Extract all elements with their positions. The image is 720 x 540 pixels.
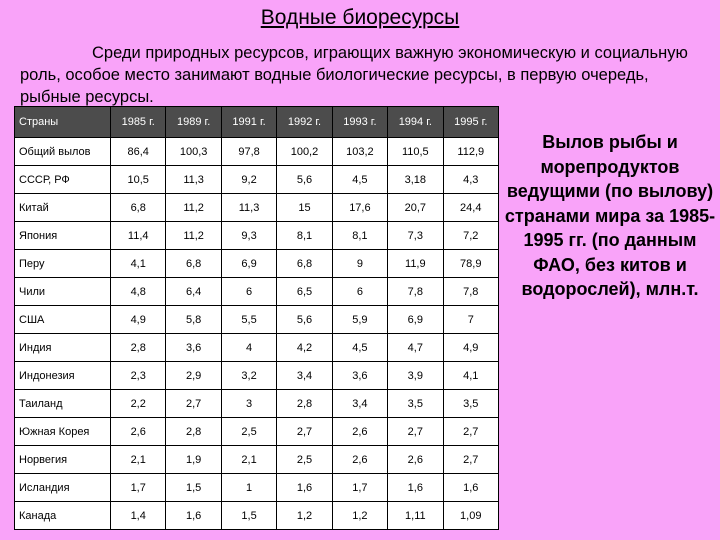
table-row — [15, 502, 499, 530]
value-cell: 3,18 — [388, 166, 443, 194]
country-cell: Южная Корея — [15, 418, 111, 446]
value-cell: 5,9 — [332, 306, 387, 334]
value-cell: 3 — [221, 390, 276, 418]
value-cell: 1,6 — [443, 474, 498, 502]
value-cell: 20,7 — [388, 194, 443, 222]
table-row — [15, 474, 499, 502]
value-cell: 2,6 — [332, 418, 387, 446]
value-cell: 110,5 — [388, 138, 443, 166]
intro-paragraph — [20, 42, 710, 108]
table-row — [15, 306, 499, 334]
value-cell: 1,6 — [277, 474, 332, 502]
value-cell: 5,6 — [277, 166, 332, 194]
value-cell: 2,8 — [111, 334, 166, 362]
value-cell: 2,6 — [111, 418, 166, 446]
value-cell: 11,2 — [166, 194, 221, 222]
value-cell: 97,8 — [221, 138, 276, 166]
value-cell: 2,6 — [388, 446, 443, 474]
value-cell: 2,3 — [111, 362, 166, 390]
value-cell: 112,9 — [443, 138, 498, 166]
value-cell: 4,2 — [277, 334, 332, 362]
table-caption: Вылов рыбы и морепродуктов ведущими (по вылову) странами мира за 1985-1995 гг. (по данным ФАО, без китов и водорослей), млн.т. — [504, 132, 716, 299]
value-cell: 1,6 — [388, 474, 443, 502]
country-cell: США — [15, 306, 111, 334]
header-cell-1995: 1995 г. — [443, 107, 498, 138]
header-cell-1991: 1991 г. — [221, 107, 276, 138]
value-cell: 3,6 — [332, 362, 387, 390]
table-row — [15, 166, 499, 194]
country-cell: Перу — [15, 250, 111, 278]
value-cell: 17,6 — [332, 194, 387, 222]
country-cell: Исландия — [15, 474, 111, 502]
table-row — [15, 334, 499, 362]
value-cell: 5,5 — [221, 306, 276, 334]
value-cell: 2,1 — [111, 446, 166, 474]
value-cell: 1,6 — [166, 502, 221, 530]
header-cell-1985: 1985 г. — [111, 107, 166, 138]
value-cell: 7,8 — [388, 278, 443, 306]
value-cell: 3,5 — [388, 390, 443, 418]
value-cell: 6,4 — [166, 278, 221, 306]
country-cell: Индонезия — [15, 362, 111, 390]
header-cell-1992: 1992 г. — [277, 107, 332, 138]
value-cell: 9,3 — [221, 222, 276, 250]
value-cell: 1,4 — [111, 502, 166, 530]
value-cell: 9,2 — [221, 166, 276, 194]
table-row — [15, 418, 499, 446]
header-cell-1994: 1994 г. — [388, 107, 443, 138]
country-cell: Канада — [15, 502, 111, 530]
fish-catch-table — [14, 106, 499, 530]
country-cell: Норвегия — [15, 446, 111, 474]
value-cell: 15 — [277, 194, 332, 222]
value-cell: 6,5 — [277, 278, 332, 306]
table-row — [15, 194, 499, 222]
value-cell: 1,5 — [221, 502, 276, 530]
value-cell: 10,5 — [111, 166, 166, 194]
table-header-row — [15, 107, 499, 138]
value-cell: 2,7 — [443, 446, 498, 474]
value-cell: 7,8 — [443, 278, 498, 306]
value-cell: 3,4 — [332, 390, 387, 418]
table-row — [15, 390, 499, 418]
value-cell: 1,5 — [166, 474, 221, 502]
value-cell: 4,8 — [111, 278, 166, 306]
value-cell: 7,2 — [443, 222, 498, 250]
value-cell: 2,6 — [332, 446, 387, 474]
value-cell: 11,2 — [166, 222, 221, 250]
value-cell: 6,9 — [221, 250, 276, 278]
table-row — [15, 250, 499, 278]
value-cell: 2,1 — [221, 446, 276, 474]
value-cell: 2,7 — [443, 418, 498, 446]
value-cell: 4 — [221, 334, 276, 362]
country-cell: Индия — [15, 334, 111, 362]
value-cell: 4,5 — [332, 166, 387, 194]
value-cell: 2,9 — [166, 362, 221, 390]
value-cell: 3,6 — [166, 334, 221, 362]
intro-text: Среди природных ресурсов, играющих важную экономическую и социальную роль, особое место занимают водные биологические ресурсы, в первую очередь, рыбные ресурсы. — [20, 44, 688, 106]
value-cell: 6,8 — [277, 250, 332, 278]
value-cell: 11,3 — [166, 166, 221, 194]
country-cell: Общий вылов — [15, 138, 111, 166]
value-cell: 4,9 — [443, 334, 498, 362]
table-row — [15, 278, 499, 306]
header-cell-1989: 1989 г. — [166, 107, 221, 138]
value-cell: 1,7 — [111, 474, 166, 502]
table-row — [15, 138, 499, 166]
country-cell: Таиланд — [15, 390, 111, 418]
value-cell: 2,7 — [388, 418, 443, 446]
table-row — [15, 362, 499, 390]
header-cell-1993: 1993 г. — [332, 107, 387, 138]
value-cell: 1,9 — [166, 446, 221, 474]
value-cell: 4,1 — [111, 250, 166, 278]
table-row — [15, 222, 499, 250]
value-cell: 3,5 — [443, 390, 498, 418]
value-cell: 103,2 — [332, 138, 387, 166]
value-cell: 2,2 — [111, 390, 166, 418]
value-cell: 6,8 — [166, 250, 221, 278]
value-cell: 5,8 — [166, 306, 221, 334]
country-cell: Чили — [15, 278, 111, 306]
value-cell: 24,4 — [443, 194, 498, 222]
value-cell: 1,2 — [332, 502, 387, 530]
value-cell: 7,3 — [388, 222, 443, 250]
country-cell: Япония — [15, 222, 111, 250]
value-cell: 3,4 — [277, 362, 332, 390]
value-cell: 7 — [443, 306, 498, 334]
table-row — [15, 446, 499, 474]
value-cell: 4,5 — [332, 334, 387, 362]
value-cell: 9 — [332, 250, 387, 278]
value-cell: 1,7 — [332, 474, 387, 502]
value-cell: 1,09 — [443, 502, 498, 530]
value-cell: 5,6 — [277, 306, 332, 334]
value-cell: 2,7 — [277, 418, 332, 446]
value-cell: 2,8 — [166, 418, 221, 446]
value-cell: 4,9 — [111, 306, 166, 334]
value-cell: 11,3 — [221, 194, 276, 222]
value-cell: 11,4 — [111, 222, 166, 250]
country-cell: СССР, РФ — [15, 166, 111, 194]
value-cell: 2,5 — [277, 446, 332, 474]
value-cell: 3,2 — [221, 362, 276, 390]
value-cell: 1 — [221, 474, 276, 502]
value-cell: 6 — [332, 278, 387, 306]
value-cell: 86,4 — [111, 138, 166, 166]
page-title: Водные биоресурсы — [260, 6, 460, 29]
value-cell: 11,9 — [388, 250, 443, 278]
value-cell: 78,9 — [443, 250, 498, 278]
value-cell: 4,7 — [388, 334, 443, 362]
value-cell: 4,1 — [443, 362, 498, 390]
value-cell: 2,8 — [277, 390, 332, 418]
value-cell: 1,11 — [388, 502, 443, 530]
value-cell: 100,3 — [166, 138, 221, 166]
value-cell: 100,2 — [277, 138, 332, 166]
value-cell: 2,5 — [221, 418, 276, 446]
country-cell: Китай — [15, 194, 111, 222]
value-cell: 6,9 — [388, 306, 443, 334]
value-cell: 3,9 — [388, 362, 443, 390]
value-cell: 6,8 — [111, 194, 166, 222]
value-cell: 2,7 — [166, 390, 221, 418]
header-cell-countries: Страны — [15, 107, 111, 138]
value-cell: 6 — [221, 278, 276, 306]
value-cell: 8,1 — [332, 222, 387, 250]
value-cell: 8,1 — [277, 222, 332, 250]
value-cell: 1,2 — [277, 502, 332, 530]
value-cell: 4,3 — [443, 166, 498, 194]
